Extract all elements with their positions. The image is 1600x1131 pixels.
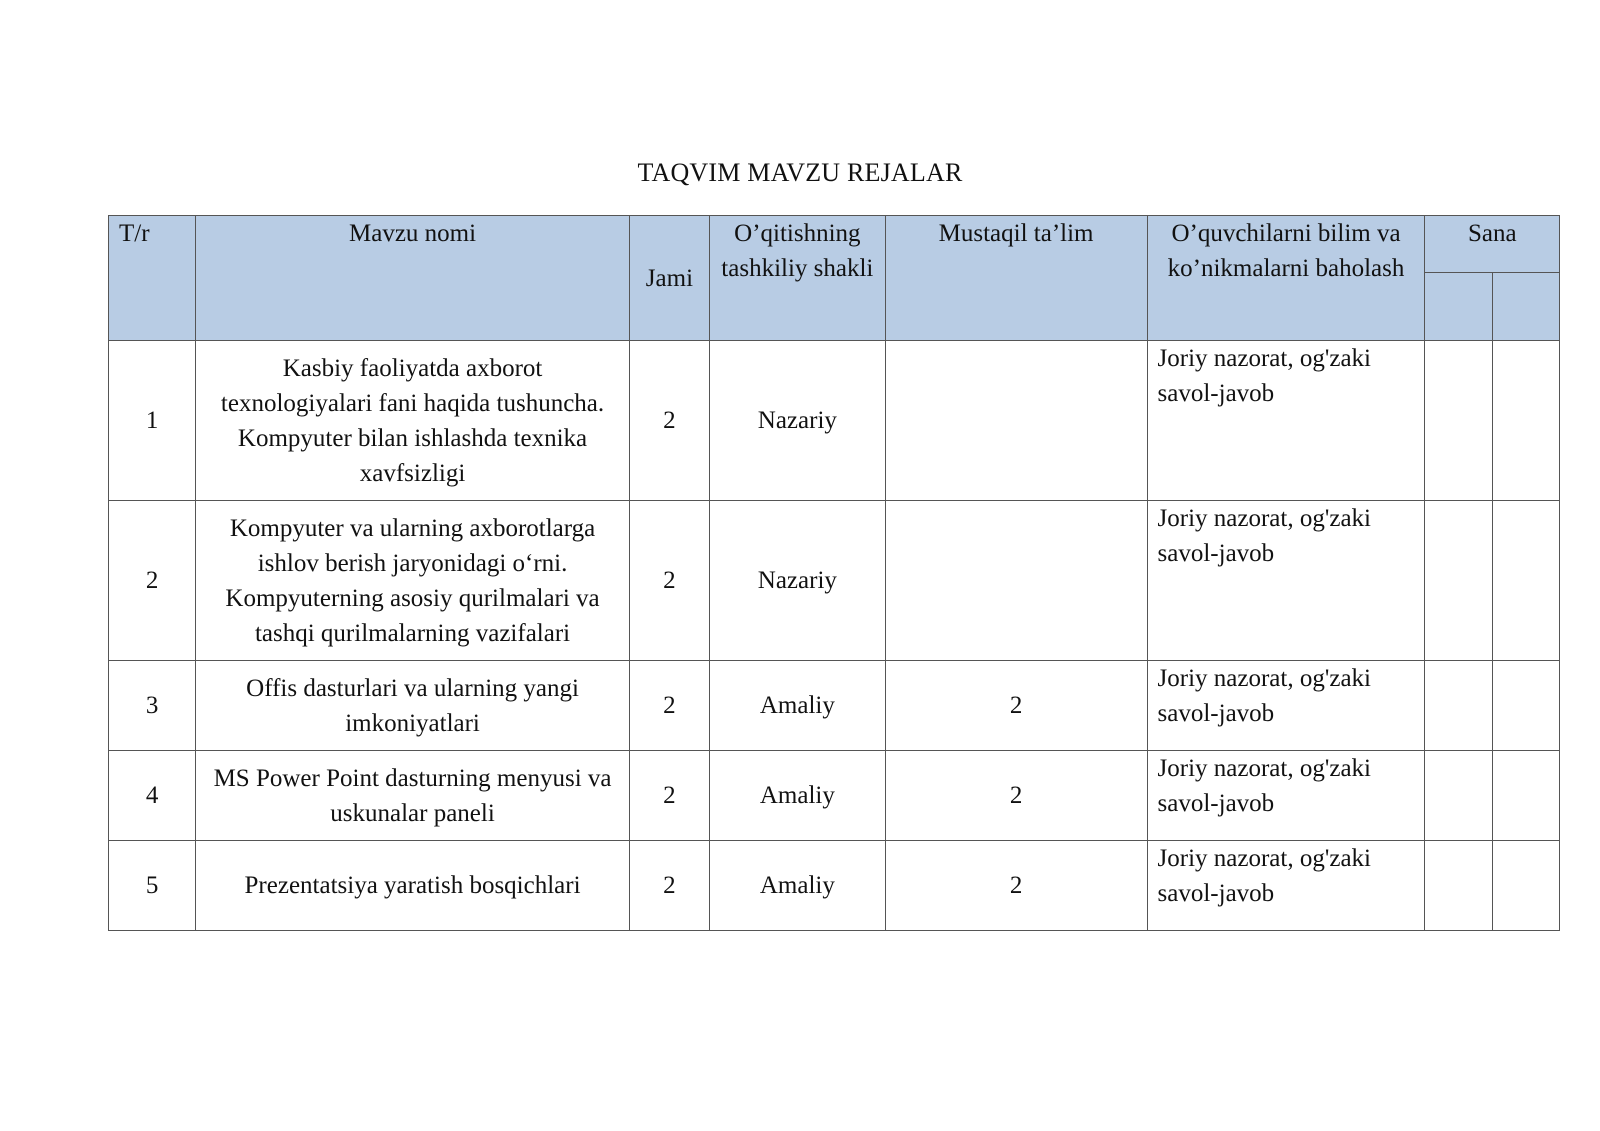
table-row xyxy=(109,751,1560,841)
header-form: O’qitishning tashkiliy shakli xyxy=(710,216,886,341)
cell-independent: 2 xyxy=(885,841,1147,931)
cell-date-1 xyxy=(1425,501,1492,661)
cell-independent: 2 xyxy=(885,661,1147,751)
cell-date-2 xyxy=(1492,751,1559,841)
header-date-sub-1 xyxy=(1425,273,1492,341)
header-date: Sana xyxy=(1425,216,1560,273)
header-independent: Mustaqil ta’lim xyxy=(885,216,1147,341)
cell-date-2 xyxy=(1492,341,1559,501)
cell-form: Amaliy xyxy=(710,751,886,841)
cell-total: 2 xyxy=(629,841,709,931)
cell-topic: Prezentatsiya yaratish bosqichlari xyxy=(196,841,629,931)
cell-total: 2 xyxy=(629,341,709,501)
header-num: T/r xyxy=(109,216,196,341)
table-row xyxy=(109,841,1560,931)
cell-independent xyxy=(885,341,1147,501)
cell-total: 2 xyxy=(629,661,709,751)
cell-num: 4 xyxy=(109,751,196,841)
cell-date-2 xyxy=(1492,501,1559,661)
cell-num: 2 xyxy=(109,501,196,661)
table-header xyxy=(109,216,1560,341)
table-body xyxy=(109,341,1560,931)
cell-date-1 xyxy=(1425,341,1492,501)
table-row xyxy=(109,341,1560,501)
cell-topic: MS Power Point dasturning menyusi va uskunalar paneli xyxy=(196,751,629,841)
cell-date-2 xyxy=(1492,661,1559,751)
cell-assessment: Joriy nazorat, og'zaki savol-javob xyxy=(1147,661,1425,751)
header-assessment: O’quvchilarni bilim va ko’nikmalarni baholash xyxy=(1147,216,1425,341)
cell-form: Nazariy xyxy=(710,341,886,501)
calendar-plan-table xyxy=(108,215,1560,931)
cell-total: 2 xyxy=(629,751,709,841)
table-row xyxy=(109,501,1560,661)
cell-date-2 xyxy=(1492,841,1559,931)
cell-date-1 xyxy=(1425,661,1492,751)
cell-assessment: Joriy nazorat, og'zaki savol-javob xyxy=(1147,841,1425,931)
cell-topic: Offis dasturlari va ularning yangi imkoniyatlari xyxy=(196,661,629,751)
cell-independent xyxy=(885,501,1147,661)
cell-form: Amaliy xyxy=(710,841,886,931)
cell-independent: 2 xyxy=(885,751,1147,841)
cell-date-1 xyxy=(1425,841,1492,931)
cell-num: 3 xyxy=(109,661,196,751)
cell-form: Nazariy xyxy=(710,501,886,661)
page-title: TAQVIM MAVZU REJALAR xyxy=(637,158,963,187)
cell-total: 2 xyxy=(629,501,709,661)
cell-assessment: Joriy nazorat, og'zaki savol-javob xyxy=(1147,751,1425,841)
header-topic: Mavzu nomi xyxy=(196,216,629,341)
header-date-sub-2 xyxy=(1492,273,1559,341)
cell-num: 5 xyxy=(109,841,196,931)
cell-assessment: Joriy nazorat, og'zaki savol-javob xyxy=(1147,501,1425,661)
cell-date-1 xyxy=(1425,751,1492,841)
table-row xyxy=(109,661,1560,751)
cell-topic: Kasbiy faoliyatda axborot texnologiyalari fani haqida tushuncha. Kompyuter bilan ishlashda texnika xavfsizligi xyxy=(196,341,629,501)
cell-topic: Kompyuter va ularning axborotlarga ishlov berish jaryonidagi o‘rni. Kompyuterning asosiy qurilmalari va tashqi qurilmalarning vazifalari xyxy=(196,501,629,661)
header-total: Jami xyxy=(629,216,709,341)
cell-form: Amaliy xyxy=(710,661,886,751)
cell-assessment: Joriy nazorat, og'zaki savol-javob xyxy=(1147,341,1425,501)
cell-num: 1 xyxy=(109,341,196,501)
